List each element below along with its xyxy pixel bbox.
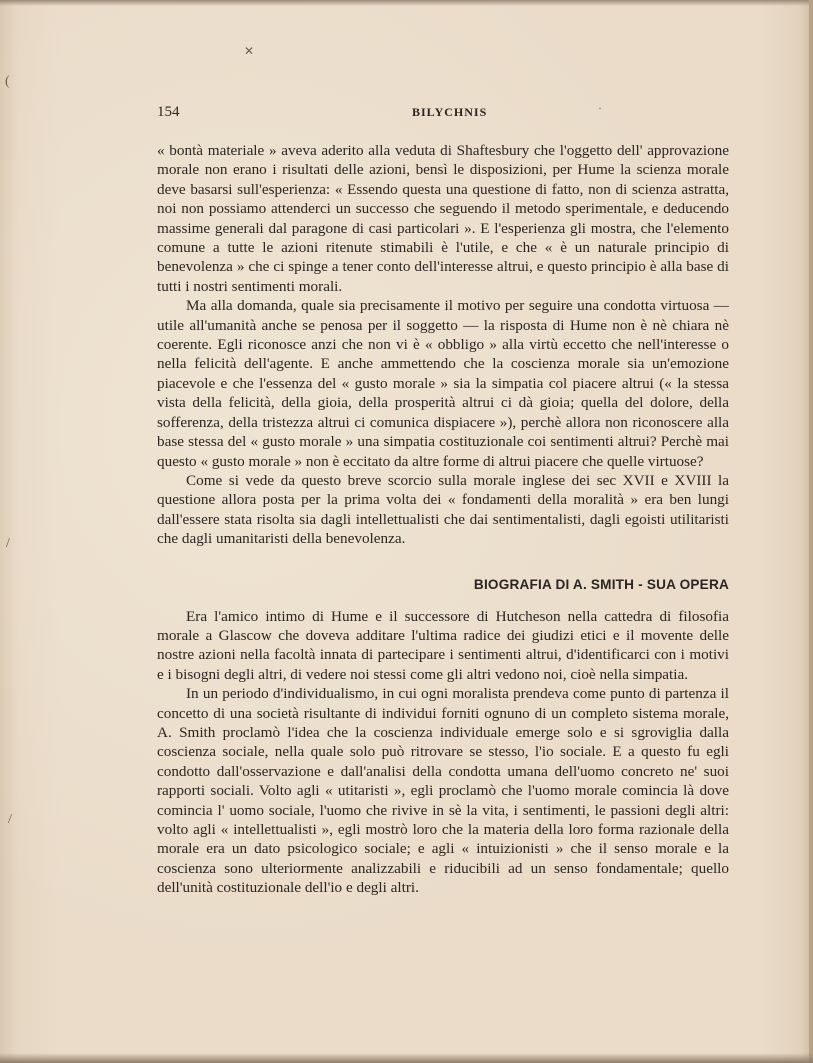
page-right-edge (809, 0, 813, 1063)
margin-mark: / (6, 536, 10, 551)
journal-title: BILYCHNIS (412, 105, 488, 119)
running-head (157, 104, 729, 122)
page-bottom-edge (0, 1053, 813, 1063)
section-heading: BIOGRAFIA DI A. SMITH - SUA OPERA (473, 576, 729, 592)
paragraph-4: Era l'amico intimo di Hume e il successore di Hutcheson nella cattedra di filosofia morale a Glascow che doveva additare l'ultima radice dei giudizi etici e il movente delle nostre azioni nella facoltà innata di partecipare i sentimenti altrui, d'identificarci con i motivi e i bisogni degli altri, di vedere noi stessi come gli altri vedono noi, cioè nella simpatia. (157, 607, 729, 683)
print-speck: ✕ (244, 44, 255, 58)
paragraph-1: « bontà materiale » aveva aderito alla veduta di Shaftesbury che l'oggetto dell' approvazione morale non erano i risultati delle azioni, bensì le disposizioni, per Hume la scienza morale deve basarsi sull'esperienza: « Essendo questa una questione di fatto, non di scienza astratta, noi non possiamo attenderci un successo che seguendo il metodo sperimentale, e deducendo massime generali dal paragone di casi particolari ». E l'esperienza gli mostra, che l'elemento comune a tutte le azioni ritenute stimabili è l'utile, e che « è un naturale principio di benevolenza » che ci spinge a tener conto dell'interesse altrui, e questo principio è alla base di tutti i nostri sentimenti morali. (157, 142, 729, 295)
print-speck: · (598, 101, 602, 115)
page-number: 154 (157, 104, 180, 120)
page-top-edge (0, 0, 813, 6)
paragraph-3: Come si vede da questo breve scorcio sulla morale inglese dei sec XVII e XVIII la questione allora posta per la prima volta dei « fondamenti della moralità » era ben lungi dall'essere stata risolta sia dagli intellettualisti che dai sentimentalisti, dagli egoisti utilitaristi che dagli umanitaristi della benevolenza. (157, 471, 729, 548)
paragraph-5: In un periodo d'individualismo, in cui ogni moralista prendeva come punto di partenza il concetto di una società risultante di individui forniti ognuno di un completo sistema morale, A. Smith proclamò l'idea che la coscienza individuale emerge solo e si sgroviglia dalla coscienza sociale, nella quale solo può ritrovare se stesso, l'io sociale. E a questo fu egli condotto dall'osservazione e dall'analisi della condotta umana dell'uomo concreto ne' suoi rapporti sociali. Volto agli « utitaristi », egli proclamò che l'uomo morale comincia là dove comincia l' uomo sociale, l'uomo che rivive in sè la vita, i sentimenti, le passioni degli altri: volto agli « intellettualisti », egli mostrò loro che la materia della loro forma razionale della morale era un dato psicologico sociale; e agli « intuizionisti » che il senso morale e la coscienza sono ulteriormente analizzabili e riducibili ad un senso fondamentale; quello dell'unità costituzionale dell'io e degli altri. (157, 685, 729, 897)
article-body (157, 141, 729, 898)
paragraph-2: Ma alla domanda, quale sia precisamente il motivo per seguire una condotta virtuosa — utile all'umanità anche se penosa per il soggetto — la risposta di Hume non è nè chiara nè coerente. Egli riconosce anzi che non vi è « obbligo » alla virtù eccetto che nell'interesse o nella felicità dell'agente. E anche ammettendo che la coscienza morale sia un'emozione piacevole e che l'essenza del « gusto morale » sia la simpatia col piacere altrui (« la stessa vista della felicità, della gioia, della prosperità altrui ci dà gioia; quella del dolore, della sofferenza, della tristezza altrui ci comunica dispiacere »), perchè allora non riconoscere alla base stessa del « gusto morale » una simpatia costituzionale coi sentimenti altrui? Perchè mai questo « gusto morale » non è eccitato da altre forme di altrui piacere che quelle virtuose? (157, 297, 729, 470)
margin-mark: / (8, 812, 12, 827)
margin-mark: ( (5, 74, 10, 89)
